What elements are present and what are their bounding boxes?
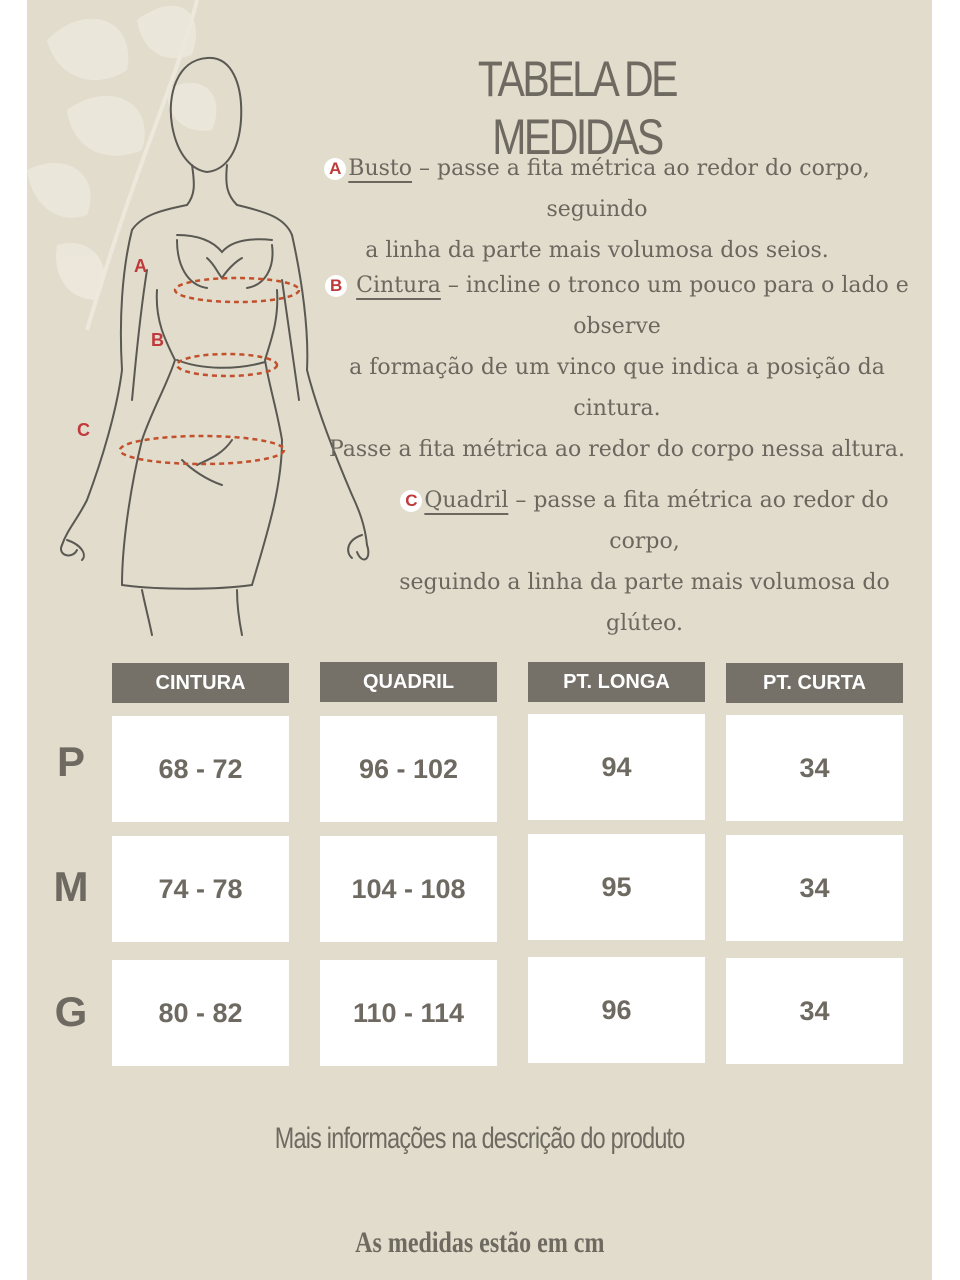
table-cell: 68 - 72 [112,716,289,822]
figure-marker-a: A [134,256,147,276]
column-header-pt-curta: PT. CURTA [726,663,903,703]
table-cell: 95 [528,834,705,940]
measure-busto-description [277,148,917,271]
table-cell: 96 [528,957,705,1063]
table-cell: 74 - 78 [112,836,289,942]
marker-badge-c: C [400,490,422,512]
units-text: As medidas estão em cm [354,1226,605,1259]
measure-quadril-line-3: glúteo. [606,611,683,636]
page-title: TABELA DE MEDIDAS [477,51,677,165]
figure-marker-b: B [151,330,164,350]
measure-cintura-description [317,265,917,470]
marker-badge-b: B [325,275,347,297]
measure-busto-line-2: a linha da parte mais volumosa dos seios. [365,238,829,263]
table-cell: 96 - 102 [320,716,497,822]
measure-term-cintura: Cintura [356,273,441,298]
column-header-pt-longa: PT. LONGA [528,662,705,702]
table-cell: 110 - 114 [320,960,497,1066]
more-info-text: Mais informações na descrição do produto [274,1122,685,1155]
measure-term-quadril: Quadril [424,488,509,513]
marker-badge-a: A [324,158,346,180]
measure-quadril-line-2: seguindo a linha da parte mais volumosa do [399,570,890,595]
measure-cintura-line-1: – incline o tronco um pouco para o lado e [440,273,909,298]
column-header-quadril: QUADRIL [320,662,497,702]
measure-cintura-line-3: a formação de um vinco que indica a posição da cintura. [349,355,885,421]
table-cell: 34 [726,835,903,941]
table-cell: 34 [726,958,903,1064]
size-label-m: M [53,863,89,910]
measure-quadril-description [362,480,927,644]
size-label-g: G [54,988,88,1035]
table-cell: 80 - 82 [112,960,289,1066]
column-header-cintura: CINTURA [112,663,289,703]
units-note [27,1226,932,1260]
table-cell: 34 [726,715,903,821]
measure-busto-line-1: – passe a fita métrica ao redor do corpo, seguindo [412,156,870,222]
measure-cintura-line-2: observe [573,314,661,339]
more-info-note [27,1122,932,1156]
size-chart-page [27,0,932,1280]
measure-quadril-line-1: – passe a fita métrica ao redor do corpo, [508,488,889,554]
size-label-p: P [56,738,85,785]
table-cell: 104 - 108 [320,836,497,942]
measure-term-busto: Busto [348,156,413,181]
figure-marker-c: C [77,420,90,440]
table-cell: 94 [528,714,705,820]
measure-cintura-line-4: Passe a fita métrica ao redor do corpo nessa altura. [328,437,906,462]
